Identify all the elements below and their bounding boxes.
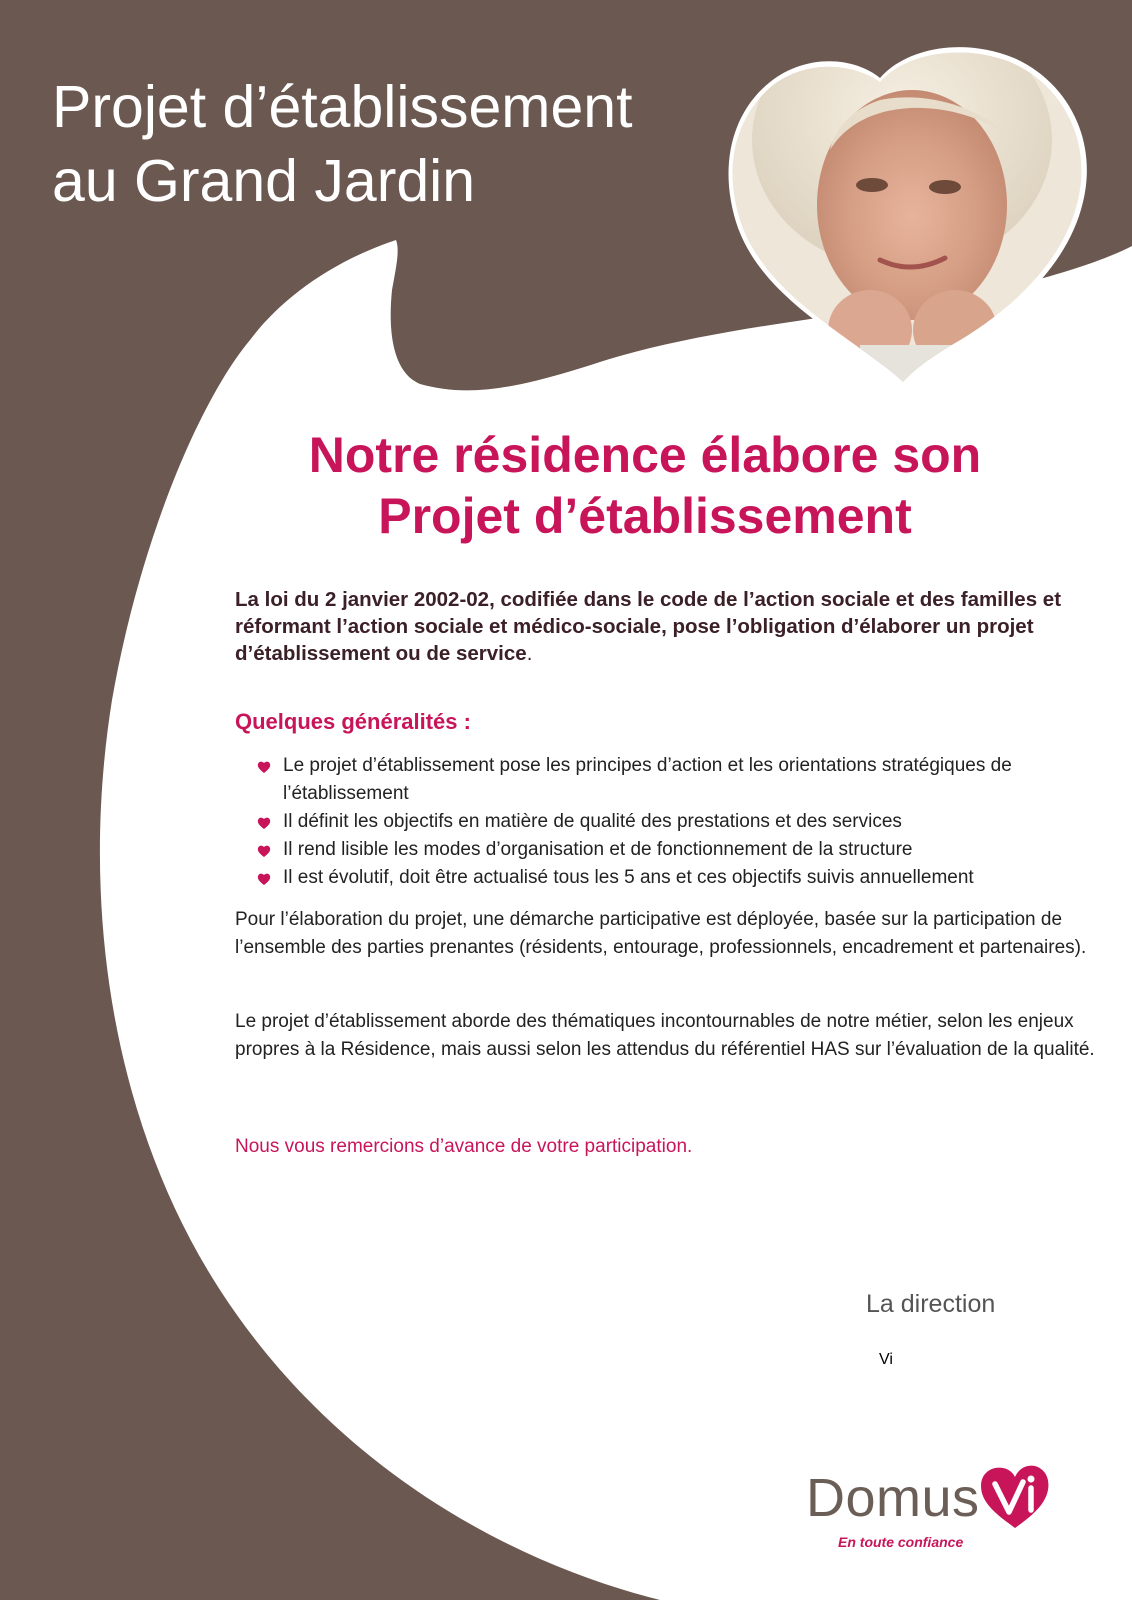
title-line-2: au Grand Jardin <box>52 148 476 214</box>
list-item <box>257 808 1102 836</box>
headline <box>230 425 1060 547</box>
headline-line-1: Notre résidence élabore son <box>308 427 982 483</box>
heart-bullet-icon <box>257 816 271 830</box>
bullet-text: Il définit les objectifs en matière de qualité des prestations et des services <box>283 811 902 832</box>
bullet-list <box>257 752 1102 892</box>
bullet-text: Il rend lisible les modes d’organisation et de fonctionnement de la structure <box>283 839 913 860</box>
logo-mark-letters: Vi <box>879 1351 893 1368</box>
thanks-text: Nous vous remercions d’avance de votre participation. <box>235 1136 693 1157</box>
paragraph-themes: Le projet d’établissement aborde des thématiques incontournables de notre métier, selon les enjeux propres à la Résidence, mais aussi selon les attendus du référentiel HAS sur l’évaluation de la qualité. <box>235 1011 1095 1060</box>
logo-tagline: En toute confiance <box>838 1534 964 1550</box>
bullet-text: Le projet d’établissement pose les principes d’action et les orientations stratégiques de l’établissement <box>283 755 1012 804</box>
page-title <box>52 70 732 218</box>
title-line-1: Projet d’établissement <box>52 74 633 140</box>
bullet-text: Il est évolutif, doit être actualisé tous les 5 ans et ces objectifs suivis annuellement <box>283 867 974 888</box>
list-item <box>257 864 1102 892</box>
list-item <box>257 752 1102 808</box>
heart-bullet-icon <box>257 760 271 774</box>
heart-bullet-icon <box>257 844 271 858</box>
signature: La direction <box>866 1290 996 1318</box>
headline-line-2: Projet d’établissement <box>378 488 912 544</box>
section-heading: Quelques généralités : <box>235 709 471 734</box>
paragraph-participation: Pour l’élaboration du projet, une démarche participative est déployée, basée sur la participation de l’ensemble des parties prenantes (résidents, entourage, professionnels, encadrement et partenaires). <box>235 909 1087 958</box>
heart-bullet-icon <box>257 872 271 886</box>
logo-word: Domus <box>806 1468 980 1528</box>
intro-end: . <box>526 642 533 665</box>
list-item <box>257 836 1102 864</box>
domusvi-logo <box>806 1351 1086 1550</box>
intro-text: La loi du 2 janvier 2002-02, codifiée dans le code de l’action sociale et des familles et réformant l’action sociale et médico-sociale, pose l’obligation d’élaborer un projet d’établissement ou de service <box>235 588 1062 665</box>
intro-paragraph <box>235 586 1095 667</box>
